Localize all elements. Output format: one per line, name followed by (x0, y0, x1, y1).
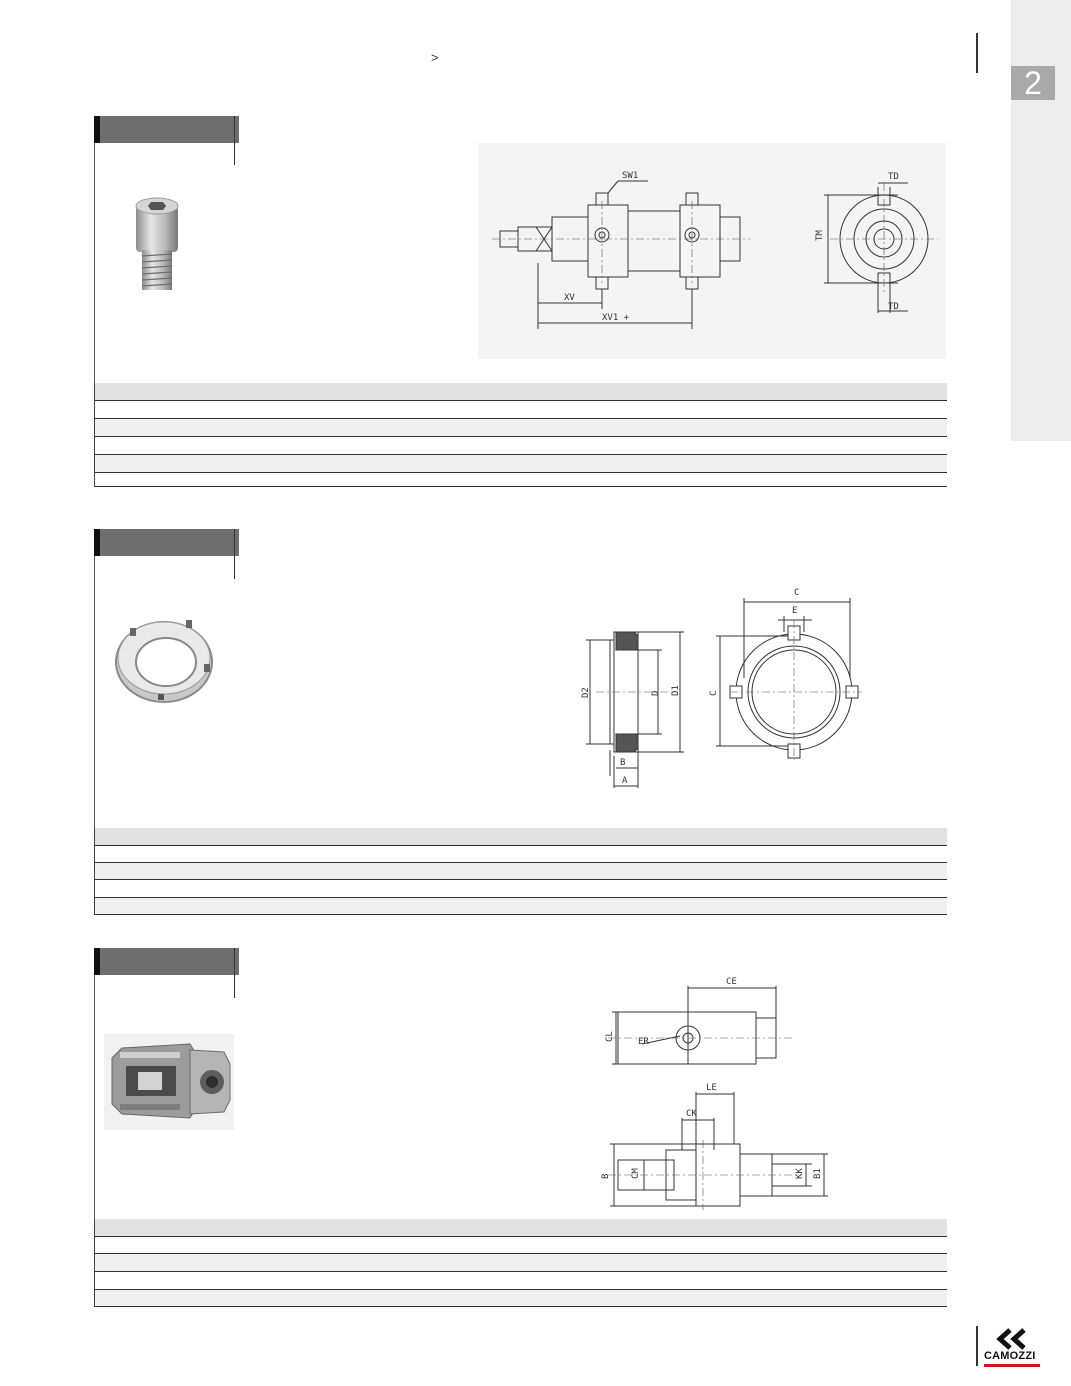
section-1-frame (94, 143, 95, 383)
dim-label: TD (888, 302, 899, 312)
product-photo-clevis (104, 1034, 234, 1130)
table-row (95, 880, 947, 897)
technical-drawing-2 (572, 580, 872, 796)
table-row (95, 863, 947, 879)
product-photo-screw (124, 192, 194, 302)
table-row (95, 898, 947, 914)
dim-label: LE (706, 1083, 717, 1093)
product-photo-ring-nut (108, 608, 220, 710)
dim-label: ER (638, 1037, 649, 1047)
section-1-header-rule (234, 116, 235, 165)
table-row (95, 1290, 947, 1306)
dim-label: D (651, 690, 661, 696)
table-row (95, 401, 947, 418)
table-row (95, 1254, 947, 1271)
brand-accent-bar (984, 1364, 1040, 1367)
data-table-2 (94, 828, 948, 915)
table-row (95, 419, 947, 436)
dim-label: B1 (813, 1168, 823, 1179)
dim-label: TM (815, 230, 825, 241)
table-row-divider (95, 914, 947, 915)
section-2-header-rule (234, 529, 235, 579)
dim-label: CK (686, 1109, 697, 1119)
dim-label: B (620, 758, 626, 768)
footer-divider (976, 1326, 978, 1366)
section-3-header (94, 948, 239, 975)
dim-label: A (622, 776, 628, 786)
dim-label: E (792, 606, 798, 616)
chapter-tab (1011, 0, 1071, 441)
table-row (95, 455, 947, 472)
dim-label: CM (631, 1168, 641, 1179)
table-header (95, 383, 947, 400)
dim-label: CE (726, 977, 737, 987)
dim-label: D2 (581, 687, 591, 698)
data-table-1 (94, 383, 948, 487)
table-header (95, 828, 947, 845)
section-1-header (94, 116, 239, 143)
data-table-3 (94, 1219, 948, 1307)
dim-label: C (709, 690, 719, 696)
camozzi-logo (984, 1328, 1040, 1368)
dim-label: B (601, 1173, 611, 1179)
table-row-divider (95, 1306, 947, 1307)
dim-label: XV1 + (602, 313, 630, 323)
header-divider (976, 33, 978, 73)
table-row (95, 1237, 947, 1253)
section-3-frame (94, 975, 95, 1219)
dim-label: KK (795, 1168, 805, 1179)
dim-label: XV (564, 293, 575, 303)
table-row (95, 846, 947, 862)
table-row (95, 1272, 947, 1289)
breadcrumb-arrow: > (431, 50, 439, 65)
camozzi-logo-mark-icon (996, 1328, 1052, 1350)
section-2-frame (94, 556, 95, 828)
table-header (95, 1219, 947, 1236)
dim-label: TD (888, 172, 899, 182)
technical-drawing-1 (478, 143, 946, 359)
table-row (95, 473, 947, 486)
dim-label: D1 (671, 685, 681, 696)
brand-name: CAMOZZI (984, 1350, 1036, 1362)
dim-label: SW1 (622, 171, 639, 181)
dim-label: CL (605, 1031, 615, 1042)
chapter-number: 2 (1011, 66, 1055, 100)
table-row-divider (95, 486, 947, 487)
table-row (95, 437, 947, 454)
section-2-header (94, 529, 239, 556)
technical-drawing-3 (598, 970, 848, 1218)
dim-label: C (794, 588, 800, 598)
section-3-header-rule (234, 948, 235, 998)
